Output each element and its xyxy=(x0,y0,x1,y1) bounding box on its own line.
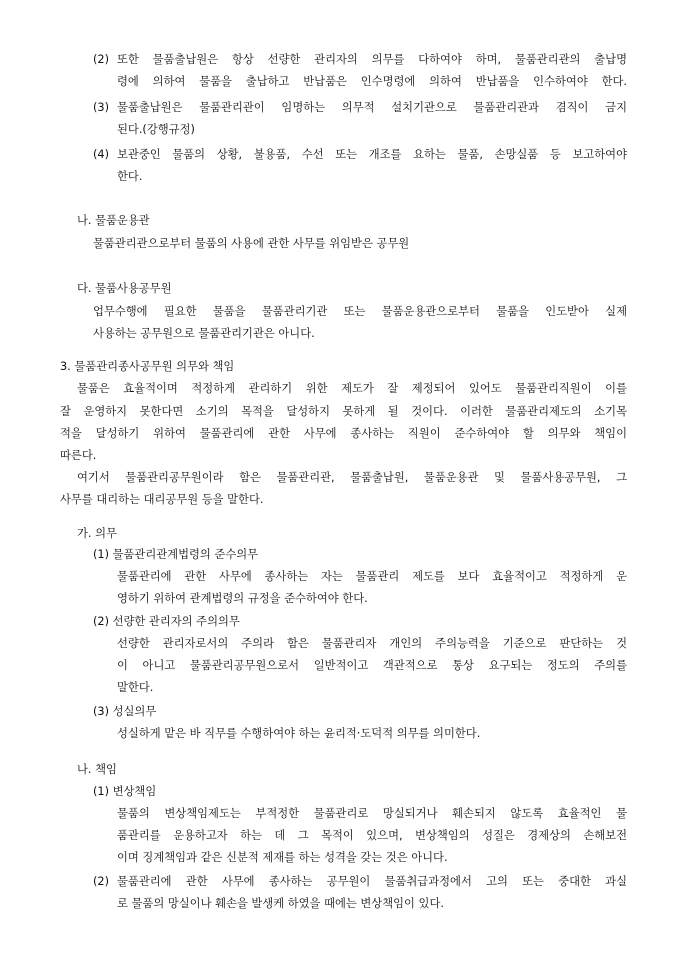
subsection-heading: 다. 물품사용공무원 xyxy=(77,282,172,295)
paragraph-line: 말한다. xyxy=(117,681,154,694)
paragraph-line: 따른다. xyxy=(60,449,97,462)
section-heading: 3. 물품관리종사공무원 의무와 책임 xyxy=(60,360,235,373)
paragraph-line: 물품은 효율적이며 적정하게 관리하기 위한 제도가 잘 제정되어 있어도 물품관리직원이 이를 xyxy=(77,382,627,395)
paragraph-line: 성실하게 맡은 바 직무를 수행하여야 하는 윤리적·도덕적 의무를 의미한다. xyxy=(117,727,481,740)
paragraph-line: 물품관리관으로부터 물품의 사용에 관한 사무를 위임받은 공무원 xyxy=(93,237,410,250)
paragraph-line: 보관중인 물품의 상황, 불용품, 수선 또는 개조를 요하는 물품, 손망실품 등 보고하여야 xyxy=(117,148,627,161)
paragraph-line: 여기서 물품관리공무원이라 함은 물품관리관, 물품출납원, 물품운용관 및 물품사용공무원, 그 xyxy=(77,471,627,484)
paragraph-line: 물품관리에 관한 사무에 종사하는 공무원이 물품취급과정에서 고의 또는 중대한 과실 xyxy=(117,875,627,888)
paragraph-line: 선량한 관리자로서의 주의라 함은 물품관리자 개인의 주의능력을 기준으로 판단하는 것 xyxy=(117,637,627,650)
subsection-heading: 가. 의무 xyxy=(77,527,117,540)
paragraph-line: 령에 의하여 물품을 출납하고 반납품은 인수명령에 의하여 반납품을 인수하여야 한다. xyxy=(117,75,627,88)
paragraph-line: 이 아니고 물품관리공무원으로서 일반적이고 객관적으로 통상 요구되는 정도의 주의를 xyxy=(117,659,627,672)
item-title: (1) 변상책임 xyxy=(93,785,157,798)
paragraph-line: 업무수행에 필요한 물품을 물품관리기관 또는 물품운용관으로부터 물품을 인도받아 실제 xyxy=(93,305,627,318)
item-title: (3) 성실의무 xyxy=(93,705,157,718)
paragraph-line: 품관리를 운용하고자 하는 데 그 목적이 있으며, 변상책임의 성질은 경제상의 손해보전 xyxy=(117,829,627,842)
subsection-heading: 나. 책임 xyxy=(77,763,117,776)
subsection-heading: 나. 물품운용관 xyxy=(77,214,150,227)
paragraph-line: 잘 운영하지 못한다면 소기의 목적을 달성하지 못하게 될 것이다. 이러한 물품관리제도의 소기목 xyxy=(60,405,627,418)
list-marker: (4) xyxy=(93,148,110,161)
list-marker: (2) xyxy=(93,875,110,888)
paragraph-line: 사용하는 공무원으로 물품관리기관은 아니다. xyxy=(93,327,315,340)
paragraph-line: 이며 징계책임과 같은 신분적 제재를 하는 성격을 갖는 것은 아니다. xyxy=(117,851,448,864)
paragraph-line: 적을 달성하기 위하여 물품관리에 관한 사무에 종사하는 직원이 준수하여야 할 의무와 책임이 xyxy=(60,427,627,440)
paragraph-line: 물품의 변상책임제도는 부적정한 물품관리로 망실되거나 훼손되지 않도록 효율적인 물 xyxy=(117,807,627,820)
paragraph-line: 또한 물품출납원은 항상 선량한 관리자의 의무를 다하여야 하며, 물품관리관의 출납명 xyxy=(117,53,627,66)
list-marker: (2) xyxy=(93,53,110,66)
paragraph-line: 사무를 대리하는 대리공무원 등을 말한다. xyxy=(60,493,264,506)
paragraph-line: 한다. xyxy=(117,170,143,183)
list-marker: (3) xyxy=(93,101,110,114)
paragraph-line: 물품출납원은 물품관리관이 임명하는 의무적 설치기관으로 물품관리관과 겸직이 금지 xyxy=(117,101,627,114)
item-title: (1) 물품관리관계법령의 준수의무 xyxy=(93,548,259,561)
paragraph-line: 영하기 위하여 관계법령의 규정을 준수하여야 한다. xyxy=(117,592,368,605)
item-title: (2) 선량한 관리자의 주의의무 xyxy=(93,615,240,628)
paragraph-line: 로 물품의 망실이나 훼손을 발생케 하였을 때에는 변상책임이 있다. xyxy=(117,897,444,910)
paragraph-line: 된다.(강행규정) xyxy=(117,123,195,136)
paragraph-line: 물품관리에 관한 사무에 종사하는 자는 물품관리 제도를 보다 효율적이고 적정하게 운 xyxy=(117,570,627,583)
